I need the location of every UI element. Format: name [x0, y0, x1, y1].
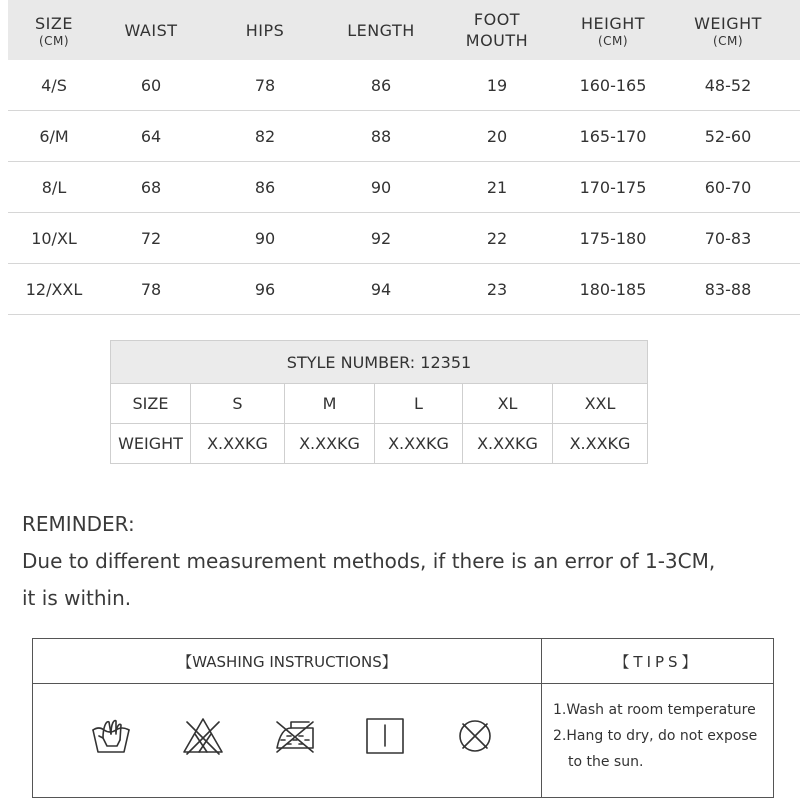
style-size-row: [111, 384, 647, 424]
header-sub: (CM): [712, 33, 744, 48]
header-sub: MOUTH: [465, 31, 529, 50]
table-cell: 165-170: [579, 126, 647, 146]
table-cell: 78: [140, 279, 162, 299]
table-cell: L: [375, 384, 463, 423]
tumble-dry-line-icon: [363, 716, 407, 756]
table-cell: 23: [486, 279, 508, 299]
table-row: [8, 213, 800, 264]
table-cell: SIZE: [111, 384, 191, 423]
table-cell: 180-185: [579, 279, 647, 299]
table-cell: 83-88: [704, 279, 752, 299]
header-label: WAIST: [124, 20, 178, 40]
table-cell: WEIGHT: [111, 424, 191, 463]
table-cell: 12/XXL: [25, 279, 83, 299]
table-cell: 90: [370, 177, 392, 197]
header-length: [328, 20, 434, 41]
table-cell: 6/M: [39, 126, 69, 146]
table-cell: X.XXKG: [285, 424, 375, 463]
style-weight-row: [111, 424, 647, 464]
tip-1: 1.Wash at room temperature: [553, 702, 756, 718]
hand-wash-icon: [89, 716, 133, 756]
do-not-bleach-icon: [181, 716, 225, 756]
size-chart: [8, 0, 800, 315]
table-cell: 22: [486, 228, 508, 248]
table-cell: 82: [254, 126, 276, 146]
table-cell: 88: [370, 126, 392, 146]
washing-instructions-title: 【WASHING INSTRUCTIONS】: [33, 639, 541, 684]
table-cell: 8/L: [41, 177, 67, 197]
header-label: LENGTH: [347, 20, 415, 40]
table-cell: 60-70: [704, 177, 752, 197]
header-sub: (CM): [38, 33, 70, 48]
table-cell: 20: [486, 126, 508, 146]
table-cell: 4/S: [41, 75, 67, 95]
table-cell: 72: [140, 228, 162, 248]
divider: [541, 639, 542, 797]
reminder-line-2: it is within.: [22, 586, 132, 610]
table-cell: M: [285, 384, 375, 423]
table-row: [8, 60, 800, 111]
table-cell: X.XXKG: [569, 434, 631, 453]
table-cell: 48-52: [704, 75, 752, 95]
table-row: [8, 162, 800, 213]
table-cell: 94: [370, 279, 392, 299]
table-cell: 170-175: [579, 177, 647, 197]
table-cell: 19: [486, 75, 508, 95]
table-row: [8, 111, 800, 162]
header-height: [560, 13, 666, 48]
tip-2-continued: to the sun.: [568, 754, 644, 770]
table-cell: X.XXKG: [463, 424, 553, 463]
table-cell: X.XXKG: [375, 424, 463, 463]
table-cell: 52-60: [704, 126, 752, 146]
table-cell: S: [191, 384, 285, 423]
tips-text: [553, 697, 773, 775]
header-size: [8, 13, 100, 48]
reminder-line-1: Due to different measurement methods, if there is an error of 1-3CM,: [22, 549, 716, 573]
reminder: [22, 506, 792, 617]
do-not-iron-icon: [273, 716, 317, 756]
header-label: HIPS: [245, 20, 285, 40]
header-weight: [666, 13, 790, 48]
header-label: FOOT: [473, 10, 521, 29]
tips-title: 【TIPS】: [542, 639, 773, 684]
header-foot-mouth: [434, 9, 560, 51]
table-cell: 78: [254, 75, 276, 95]
table-cell: 92: [370, 228, 392, 248]
header-waist: [100, 20, 202, 41]
table-cell: 86: [254, 177, 276, 197]
table-cell: 21: [486, 177, 508, 197]
table-cell: 160-165: [579, 75, 647, 95]
header-label: HEIGHT: [580, 13, 646, 33]
table-cell: XXL: [584, 394, 616, 413]
style-number-table: [110, 340, 648, 464]
reminder-heading: REMINDER:: [22, 512, 135, 536]
table-cell: 96: [254, 279, 276, 299]
table-cell: 60: [140, 75, 162, 95]
table-cell: 10/XL: [31, 228, 77, 248]
size-chart-body: [8, 60, 800, 315]
style-number-title: STYLE NUMBER: 12351: [111, 341, 647, 384]
header-sub: (CM): [597, 33, 629, 48]
table-cell: 90: [254, 228, 276, 248]
size-chart-header: [8, 0, 800, 60]
washing-instructions-box: [32, 638, 774, 798]
header-label: SIZE: [35, 13, 73, 33]
table-cell: 70-83: [704, 228, 752, 248]
table-cell: 64: [140, 126, 162, 146]
table-cell: 86: [370, 75, 392, 95]
table-cell: 68: [140, 177, 162, 197]
header-hips: [202, 20, 328, 41]
table-cell: XL: [463, 384, 553, 423]
care-icons: [33, 684, 541, 797]
do-not-dry-clean-icon: [453, 716, 497, 756]
table-cell: X.XXKG: [191, 424, 285, 463]
table-cell: 175-180: [579, 228, 647, 248]
table-row: [8, 264, 800, 315]
header-label: WEIGHT: [694, 13, 762, 33]
tip-2: 2.Hang to dry, do not expose: [553, 728, 758, 744]
